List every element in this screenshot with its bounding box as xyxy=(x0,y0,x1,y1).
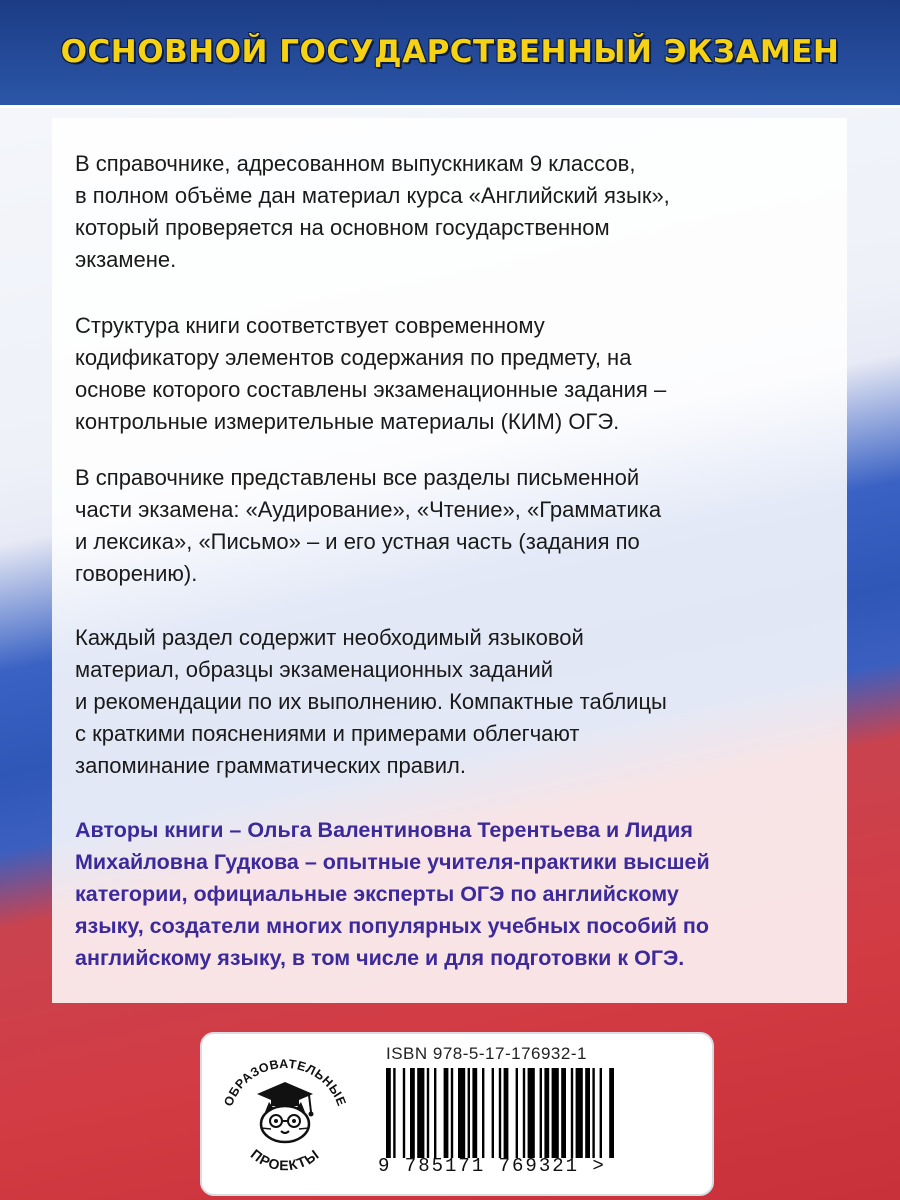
barcode-bar xyxy=(403,1068,405,1158)
series-title: ОСНОВНОЙ ГОСУДАРСТВЕННЫЙ ЭКЗАМЕН xyxy=(60,34,840,70)
barcode-bar xyxy=(516,1068,518,1158)
barcode-bar xyxy=(458,1068,465,1158)
barcode-bar xyxy=(482,1068,484,1158)
barcode-bar xyxy=(609,1068,614,1158)
barcode-bar xyxy=(434,1068,436,1158)
text-line: запоминание грамматических правил. xyxy=(75,753,466,778)
barcode-bar xyxy=(444,1068,449,1158)
barcode-bar xyxy=(544,1068,549,1158)
svg-text:ПРОЕКТЫ xyxy=(248,1146,322,1174)
paragraph-intro xyxy=(75,148,795,276)
text-line: экзамене. xyxy=(75,247,177,272)
barcode-bar xyxy=(472,1068,477,1158)
barcode-bar xyxy=(571,1068,573,1158)
barcode xyxy=(384,1068,684,1158)
barcode-bar xyxy=(504,1068,509,1158)
text-line: в полном объёме дан материал курса «Английский язык», xyxy=(75,183,670,208)
paragraph-authors xyxy=(75,814,795,974)
barcode-bar xyxy=(451,1068,453,1158)
cat-with-graduation-cap-icon xyxy=(205,1032,365,1192)
barcode-bar xyxy=(552,1068,559,1158)
text-line: языку, создатели многих популярных учебных пособий по xyxy=(75,914,709,938)
barcode-bar xyxy=(576,1068,583,1158)
text-line: Структура книги соответствует современному xyxy=(75,313,545,338)
text-line: кодификатору элементов содержания по предмету, на xyxy=(75,345,632,370)
barcode-bar xyxy=(393,1068,395,1158)
logo-arc-bottom: ПРОЕКТЫ xyxy=(247,1145,323,1174)
barcode-bar xyxy=(499,1068,501,1158)
barcode-bar xyxy=(492,1068,494,1158)
paragraph-sections xyxy=(75,462,795,590)
text-line: Авторы книги – Ольга Валентиновна Терентьева и Лидия xyxy=(75,818,693,842)
header-band xyxy=(0,0,900,108)
barcode-digits: 9 785171 769321 > xyxy=(378,1155,606,1177)
barcode-bar xyxy=(540,1068,542,1158)
barcode-bar xyxy=(386,1068,391,1158)
text-line: контрольные измерительные материалы (КИМ) ОГЭ. xyxy=(75,409,620,434)
logo-arc-top: ОБРАЗОВАТЕЛЬНЫЕ xyxy=(221,1056,349,1109)
barcode-bar xyxy=(585,1068,590,1158)
barcode-bar xyxy=(427,1068,429,1158)
barcode-bar xyxy=(600,1068,602,1158)
barcode-bar xyxy=(523,1068,525,1158)
text-line: с краткими пояснениями и примерами облегчают xyxy=(75,721,580,746)
text-line: Михайловна Гудкова – опытные учителя-практики высшей xyxy=(75,850,710,874)
barcode-bar xyxy=(410,1068,415,1158)
text-line: части экзамена: «Аудирование», «Чтение», «Грамматика xyxy=(75,497,662,522)
publisher-logo xyxy=(205,1032,365,1192)
text-line: материал, образцы экзаменационных заданий xyxy=(75,657,554,682)
paragraph-content xyxy=(75,622,795,782)
text-line: английскому языку, в том числе и для подготовки к ОГЭ. xyxy=(75,946,685,970)
text-line: который проверяется на основном государственном xyxy=(75,215,610,240)
barcode-bar xyxy=(468,1068,470,1158)
isbn-label: ISBN 978-5-17-176932-1 xyxy=(386,1044,587,1063)
barcode-bar xyxy=(528,1068,535,1158)
paragraph-structure xyxy=(75,310,795,438)
text-line: основе которого составлены экзаменационные задания – xyxy=(75,377,667,402)
barcode-bar xyxy=(417,1068,424,1158)
barcode-bar xyxy=(561,1068,566,1158)
barcode-bar xyxy=(592,1068,594,1158)
text-line: В справочнике представлены все разделы письменной xyxy=(75,465,640,490)
text-line: и лексика», «Письмо» – и его устная часть (задания по xyxy=(75,529,640,554)
text-line: говорению). xyxy=(75,561,198,586)
text-line: Каждый раздел содержит необходимый языковой xyxy=(75,625,584,650)
text-line: В справочнике, адресованном выпускникам 9 классов, xyxy=(75,151,636,176)
text-line: категории, официальные эксперты ОГЭ по английскому xyxy=(75,882,679,906)
text-line: и рекомендации по их выполнению. Компактные таблицы xyxy=(75,689,667,714)
